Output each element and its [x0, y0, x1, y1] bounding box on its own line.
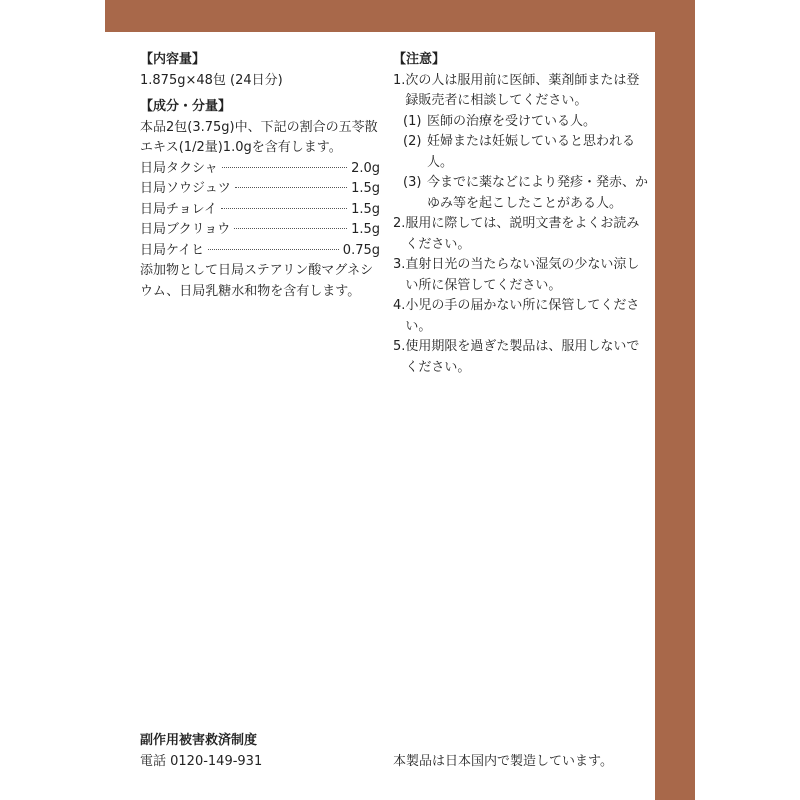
note-item [393, 337, 648, 378]
leader-dots [221, 208, 347, 209]
ingredient-amount: 1.5g [351, 201, 380, 217]
ingredient-name: 日局ブクリョウ [140, 222, 231, 237]
right-color-band [655, 0, 695, 800]
note-text: 服用に際しては、説明文書をよくお読みください。 [405, 216, 640, 252]
left-column [140, 50, 380, 302]
note-number: 3. [393, 257, 406, 272]
ingredient-row [140, 179, 380, 200]
ingredient-row [140, 220, 380, 241]
leader-dots [234, 228, 347, 229]
relief-system-label: 副作用被害救済制度 [140, 733, 258, 748]
note-sub-item [403, 173, 648, 214]
ingredients-heading: 【成分・分量】 [140, 99, 232, 114]
ingredient-amount: 2.0g [351, 160, 380, 176]
note-text: 直射日光の当たらない湿気の少ない涼しい所に保管してください。 [405, 257, 640, 293]
sub-item-number: (2) [403, 134, 422, 149]
note-sub-item [403, 112, 648, 133]
sub-item-text: 妊婦または妊娠していると思われる人。 [427, 134, 636, 170]
note-number: 2. [393, 216, 406, 231]
note-text: 次の人は服用前に医師、薬剤師または登録販売者に相談してください。 [405, 72, 640, 108]
footer-left [140, 730, 262, 772]
sub-item-number: (3) [403, 175, 422, 190]
note-item [393, 214, 648, 255]
leader-dots [208, 249, 339, 250]
notes-heading: 【注意】 [393, 52, 446, 67]
sub-item-number: (1) [403, 113, 422, 129]
ingredient-name: 日局ソウジュツ [140, 181, 231, 196]
ingredient-row [140, 159, 380, 180]
note-text: 使用期限を過ぎた製品は、服用しないでください。 [405, 339, 640, 375]
sub-item-text: 今までに薬などにより発疹・発赤、かゆみ等を起こしたことがある人。 [427, 175, 649, 211]
note-text: 小児の手の届かない所に保管してください。 [405, 298, 640, 334]
note-item [393, 296, 648, 337]
ingredient-row [140, 241, 380, 262]
ingredient-amount: 1.5g [351, 181, 380, 196]
phone-number: 電話 0120-149-931 [140, 754, 263, 769]
note-sub-item [403, 132, 648, 173]
sub-item-text: 医師の治療を受けている人。 [427, 113, 597, 129]
leader-dots [235, 187, 347, 188]
note-number: 1. [393, 72, 406, 88]
ingredient-amount: 1.5g [351, 222, 380, 237]
additives-text: 添加物として日局ステアリン酸マグネシウム、日局乳糖水和物を含有します。 [140, 263, 374, 299]
ingredient-name: 日局チョレイ [140, 201, 217, 217]
content-heading: 【内容量】 [140, 52, 206, 67]
made-in-japan-text: 本製品は日本国内で製造しています。 [393, 754, 613, 769]
top-color-band [105, 0, 695, 32]
note-item [393, 71, 648, 112]
content-value: 1.875g×48包 (24日分) [140, 72, 283, 88]
note-item [393, 255, 648, 296]
right-column [393, 50, 648, 378]
leader-dots [222, 167, 347, 168]
ingredients-intro: 本品2包(3.75g)中、下記の割合の五苓散エキス(1/2量)1.0gを含有します。 [140, 119, 378, 155]
ingredient-amount: 0.75g [342, 242, 380, 258]
ingredient-name: 日局タクシャ [140, 160, 218, 176]
ingredient-name: 日局ケイヒ [140, 242, 205, 258]
ingredient-row [140, 200, 380, 221]
note-number: 4. [393, 298, 406, 313]
footer-right [393, 751, 613, 772]
note-number: 5. [393, 339, 406, 354]
